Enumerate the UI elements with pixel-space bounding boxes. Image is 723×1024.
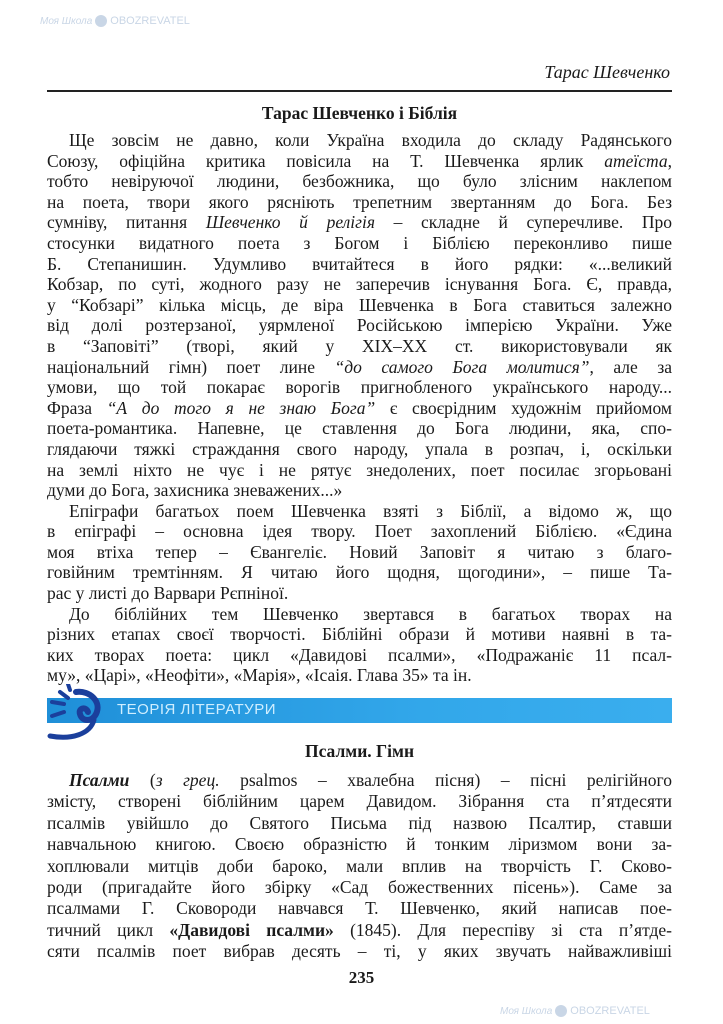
text-run: (1845). Для переспіву зі ста п’ятде- <box>333 919 672 940</box>
text-run: говійним тремтінням. Я читаю його щодня, щогодини», – пише Та- <box>47 562 672 583</box>
watermark-school: Моя Школа <box>40 16 93 27</box>
text-run: Союзу, офіційна критика повісила на Т. Шевченка ярлик <box>47 150 605 171</box>
text-line <box>47 645 672 666</box>
page-number: 235 <box>348 968 375 987</box>
section-body <box>47 770 672 963</box>
text-line <box>47 480 672 501</box>
text-run: різних етапах своєї творчості. Біблійні образи й мотиви наявні в та- <box>47 624 672 645</box>
text-line <box>47 898 672 919</box>
text-line <box>47 192 672 213</box>
section-title: Тарас Шевченко і Біблія <box>261 103 458 123</box>
emphasis-text: Псалми <box>69 770 130 790</box>
text-run: тобто невіруючої людини, безбожника, що було злісним наклепом <box>47 171 672 192</box>
text-run: на землі ніхто не чує і не рятує знедолених, поет посилає згорьовані <box>47 459 672 480</box>
section-body <box>47 130 672 686</box>
text-run: національний гімн) поет лине <box>47 356 335 377</box>
text-run: Б. Степанишин. Удумливо вчитайтеся в його рядки: «...великий <box>47 253 672 274</box>
text-line <box>47 604 672 625</box>
text-run: Ще зовсім не давно, коли Україна входила до складу Радянського <box>69 130 672 150</box>
text-run: тичний цикл <box>47 919 170 940</box>
text-line <box>47 521 672 542</box>
text-line <box>47 315 672 336</box>
text-line <box>47 834 672 855</box>
watermark-obozrevatel: OBOZREVATEL <box>570 1005 650 1017</box>
text-line <box>47 941 672 962</box>
text-run: рас у листі до Варвари Рєпніної. <box>47 583 289 604</box>
text-line <box>47 665 672 686</box>
text-line <box>47 377 672 398</box>
text-run: навчальною книгою. Своєю образністю й тонким ліризмом вони за- <box>47 834 672 855</box>
text-line <box>47 336 672 357</box>
text-run: глядаючи тяжкі страждання свого народу, упала в розпач, і, оскільки <box>47 438 672 459</box>
text-line <box>47 813 672 834</box>
emphasis-text: Шевченко й релігія <box>205 212 375 233</box>
text-line <box>47 254 672 275</box>
text-run: Епіграфи багатьох поем Шевченка взяті з Біблії, а відомо ж, що <box>69 500 672 521</box>
text-line <box>47 624 672 645</box>
text-run: на поета, твори якого рясніють трепетним звертанням до Бога. Без <box>47 191 672 212</box>
watermark-school: Моя Школа <box>500 1006 553 1017</box>
text-run: До біблійних тем Шевченко звертався в багатьох творах на <box>69 603 672 624</box>
text-run: моя втіха тепер – Євангеліє. Новий Заповіт я читаю з благо- <box>47 541 672 562</box>
text-line <box>47 274 672 295</box>
header-rule <box>47 90 672 92</box>
text-line <box>47 212 672 233</box>
text-line <box>47 171 672 192</box>
text-run: – складне й суперечливе. Про <box>374 212 672 233</box>
obozrevatel-logo-icon <box>95 15 107 27</box>
swirl-logo-icon <box>46 684 108 744</box>
text-line <box>47 398 672 419</box>
text-line <box>47 562 672 583</box>
text-run: стосунки видатного поета з Богом і Біблією переконливо пише <box>47 232 672 253</box>
text-run: думи до Бога, захисника зневажених...» <box>47 480 343 501</box>
text-run: в епіграфі – основна ідея твору. Поет захоплений Біблією. «Єдина <box>47 521 672 542</box>
text-run: у “Кобзарі” кілька місць, де віра Шевченка в Бога ставиться залежно <box>47 294 672 315</box>
section-title: Псалми. Гімн <box>304 741 415 761</box>
text-run: Фраза <box>47 397 107 418</box>
text-run: змісту, створені біблійним царем Давидом. Зібрання ста п’ятдесяти <box>47 791 672 812</box>
text-line <box>47 877 672 898</box>
text-line <box>47 295 672 316</box>
text-line <box>47 460 672 481</box>
text-run: psalmos – хвалебна пісня) – пісні релігійного <box>219 770 672 790</box>
theory-banner <box>47 698 672 723</box>
emphasis-text: з грец. <box>155 770 220 790</box>
text-line <box>47 233 672 254</box>
text-line <box>47 791 672 812</box>
banner-label: ТЕОРІЯ ЛІТЕРАТУРИ <box>117 701 276 718</box>
text-run: му», «Царі», «Неофіти», «Марія», «Ісаія. Глава 35» та ін. <box>47 665 472 686</box>
watermark <box>500 1004 650 1019</box>
text-run: умови, що той покарає ворогів пригнобленого українського народу... <box>47 377 672 398</box>
emphasis-text: «Давидові псалми» <box>169 919 334 940</box>
text-run: ( <box>129 770 156 790</box>
text-line <box>47 357 672 378</box>
emphasis-text: “до самого Бога молитися” <box>334 356 590 377</box>
text-line <box>47 439 672 460</box>
text-run: поета-романтика. Напевне, це ставлення до Бога людини, яка, спо- <box>47 418 672 439</box>
text-run: є своєрідним художнім прийомом <box>375 397 672 418</box>
obozrevatel-logo-icon <box>555 1005 567 1017</box>
text-run: хоплювали митців доби бароко, мали вплив на творчість Г. Сково- <box>47 855 672 876</box>
text-line <box>47 542 672 563</box>
text-line <box>47 501 672 522</box>
text-line <box>47 418 672 439</box>
text-run: ких творах поета: цикл «Давидові псалми», «Подражаніє 11 псал- <box>47 644 672 665</box>
text-line <box>47 920 672 941</box>
text-line <box>47 856 672 877</box>
running-head: Тарас Шевченко <box>544 62 670 82</box>
text-line <box>47 770 672 791</box>
text-run: псалмами Г. Сковороди навчався Т. Шевченко, який написав пое- <box>47 898 672 919</box>
text-run: , але за <box>589 356 672 377</box>
text-run: від долі розтерзаної, уярмленої Російською імперією України. Уже <box>47 315 672 336</box>
text-line <box>47 151 672 172</box>
text-line <box>47 130 672 151</box>
text-run: Кобзар, по суті, жодного разу не заперечив існування Бога. Є, правда, <box>47 274 672 295</box>
text-run: псалмів увійшло до Святого Письма під назвою Псалтир, ставши <box>47 812 672 833</box>
text-run: сяти псалмів поет вибрав десять – ті, у яких звучать найважливіші <box>47 941 672 962</box>
text-run: в “Заповіті” (творі, який у XIX–XX ст. використовували як <box>47 335 672 356</box>
emphasis-text: атеїста <box>604 150 668 171</box>
text-run: сумніву, питання <box>47 212 206 233</box>
text-run: роди (пригадайте його збірку «Сад божественних пісень»). Саме за <box>47 877 672 898</box>
emphasis-text: “А до того я не знаю Бога” <box>106 397 376 418</box>
text-run: , <box>667 150 672 171</box>
watermark <box>40 14 190 29</box>
text-line <box>47 583 672 604</box>
watermark-obozrevatel: OBOZREVATEL <box>110 15 190 27</box>
